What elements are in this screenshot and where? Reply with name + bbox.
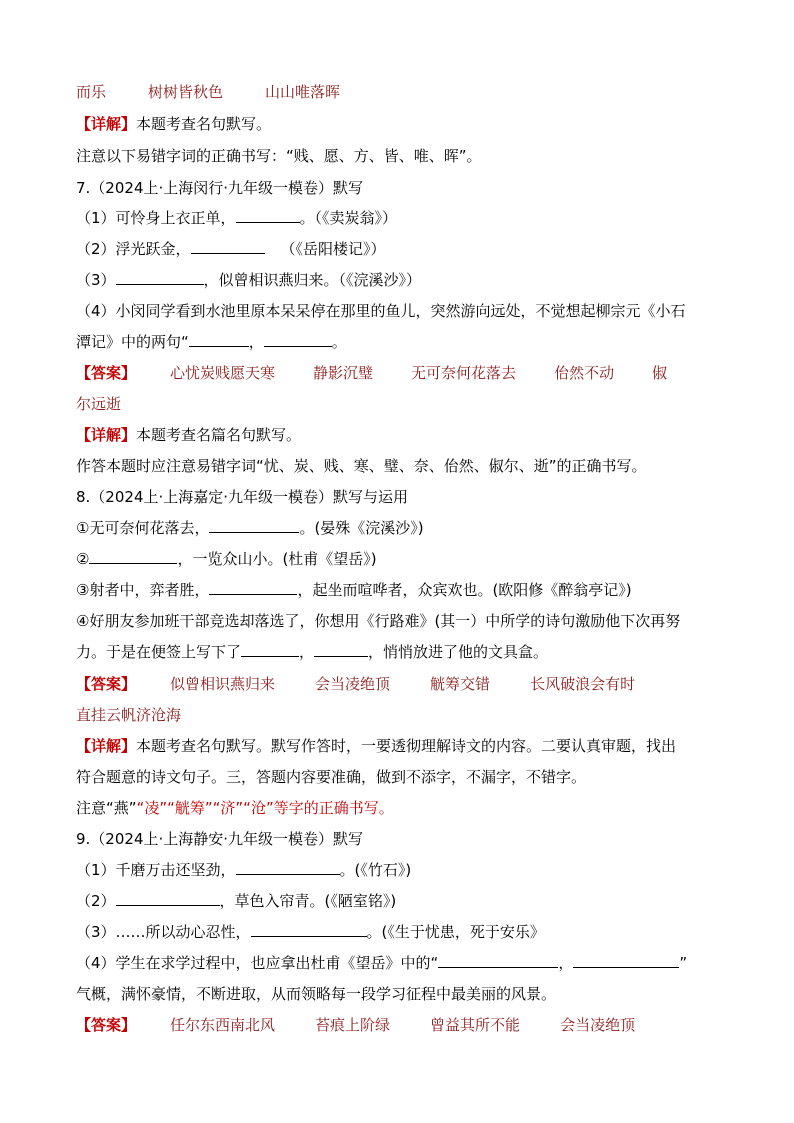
q9-answer-line: [76, 1013, 635, 1037]
q8-note-line: 注意“燕”“凌”“觥筹”“济”“沧”等字的正确书写。: [76, 799, 394, 817]
answer-blank: [209, 518, 299, 533]
answer-item: 觥筹交错: [430, 675, 491, 693]
answer-item: 山山唯落晖: [265, 83, 341, 101]
answer-blank: [89, 549, 177, 564]
answer-tag: 【答案】: [76, 675, 137, 693]
answer-item: 任尔东西南北风: [170, 1016, 276, 1034]
answer-item: 似曾相识燕归来: [170, 675, 276, 693]
answer-blank: [116, 891, 220, 906]
q7-sentence-1: （1）可怜身上衣正单， 。（《卖炭翁》）: [76, 209, 398, 227]
answer-blank: [264, 332, 332, 347]
answer-blank: [241, 642, 299, 657]
q7-sentence-3: （3） ，似曾相识燕归来。（《浣溪沙》）: [76, 271, 422, 289]
answer-blank: [189, 332, 249, 347]
q8-sentence-3: ③射者中，弈者胜， ，起坐而喧哗者，众宾欢也。(欧阳修《醉翁亭记》): [76, 581, 632, 599]
detail-line: [76, 112, 271, 136]
q7-note-line: 作答本题时应注意易错字词“忧、炭、贱、寒、璧、奈、佁然、俶尔、逝”的正确书写。: [76, 457, 647, 475]
q7-answer-continuation: 尔远逝: [76, 395, 122, 413]
q9-sentence-3: （3）……所以动心忍性， 。(《生于忧患，死于安乐》: [76, 923, 545, 941]
answer-blank: [251, 922, 367, 937]
q8-sentence-4-line-1: ④好朋友参加班干部竞选却落选了，你想用《行路难》(其一）中所学的诗句激励他下次再努: [76, 612, 681, 630]
q9-sentence-4-line-1: （4）学生在求学过程中，也应拿出杜甫《望岳》中的“ ， ”: [76, 954, 688, 972]
q8-answer-continuation: 直挂云帆济沧海: [76, 706, 182, 724]
answer-blank: [209, 580, 297, 595]
q9-sentence-4-line-2: 气概，满怀豪情，不断进取，从而领略每一段学习征程中最美丽的风景。: [76, 985, 557, 1003]
answer-item: 苔痕上阶绿: [315, 1016, 391, 1034]
q8-sentence-4-line-2: 力。于是在便签上写下了 ， ，悄悄放进了他的文具盒。: [76, 643, 549, 661]
q8-answer-line: [76, 672, 635, 696]
detail-tag: 【详解】: [76, 426, 137, 444]
q9-sentence-2: （2） ，草色入帘青。(《陋室铭》): [76, 892, 397, 910]
q8-detail-line-1: [76, 734, 676, 758]
answer-item: 会当凌绝顶: [315, 675, 391, 693]
q8-sentence-1: ①无可奈何花落去， 。(晏殊《浣溪沙》): [76, 519, 424, 537]
detail-text: 本题考查名篇名句默写。: [136, 426, 302, 444]
q9-sentence-1: （1）千磨万击还坚劲， 。(《竹石》): [76, 861, 412, 879]
question-8-title: 8.（2024上·上海嘉定·九年级一模卷）默写与运用: [76, 488, 409, 506]
detail-tag: 【详解】: [76, 115, 137, 133]
q8-detail-line-2: 符合题意的诗文句子。三，答题内容要准确，做到不添字，不漏字，不错字。: [76, 768, 587, 786]
detail-text: 本题考查名句默写。: [136, 115, 272, 133]
answer-tag: 【答案】: [76, 364, 137, 382]
question-9-title: 9.（2024上·上海静安·九年级一模卷）默写: [76, 830, 364, 848]
answer-item: 曾益其所不能: [430, 1016, 521, 1034]
q7-detail-line: [76, 423, 301, 447]
answer-item: 静影沉璧: [313, 364, 374, 382]
answer-fragment-line: [76, 80, 340, 104]
answer-item: 树树皆秋色: [148, 83, 224, 101]
answer-item: 心忧炭贱愿天寒: [170, 364, 276, 382]
answer-blank: [191, 239, 265, 254]
answer-blank: [236, 860, 340, 875]
detail-text: 本题考查名句默写。默写作答时，一要透彻理解诗文的内容。二要认真审题，找出: [136, 737, 677, 755]
answer-tag: 【答案】: [76, 1016, 137, 1034]
q7-sentence-4-line-1: （4）小闵同学看到水池里原本呆呆停在那里的鱼儿，突然游向远处，不觉想起柳宗元《小石: [76, 302, 686, 320]
q8-sentence-2: ② ，一览众山小。(杜甫《望岳》): [76, 550, 377, 568]
answer-item: 佁然不动: [554, 364, 615, 382]
answer-item: 俶: [652, 364, 668, 382]
question-7-title: 7.（2024上·上海闵行·九年级一模卷）默写: [76, 179, 364, 197]
answer-item: 长风破浪会有时: [530, 675, 636, 693]
q7-sentence-4-line-2: 潭记》中的两句“ ， 。: [76, 333, 347, 351]
q7-sentence-2: （2）浮光跃金， （《岳阳楼记》）: [76, 240, 386, 258]
note-line: 注意以下易错字词的正确书写：“贱、愿、方、皆、唯、晖”。: [76, 147, 482, 165]
detail-tag: 【详解】: [76, 737, 137, 755]
q7-answer-line: [76, 361, 667, 385]
answer-blank: [116, 270, 204, 285]
answer-blank: [438, 953, 558, 968]
answer-blank: [236, 208, 300, 223]
answer-blank: [314, 642, 368, 657]
answer-item: 会当凌绝顶: [560, 1016, 636, 1034]
answer-blank: [573, 953, 679, 968]
answer-item: 无可奈何花落去: [411, 364, 517, 382]
answer-item: 而乐: [76, 83, 107, 101]
